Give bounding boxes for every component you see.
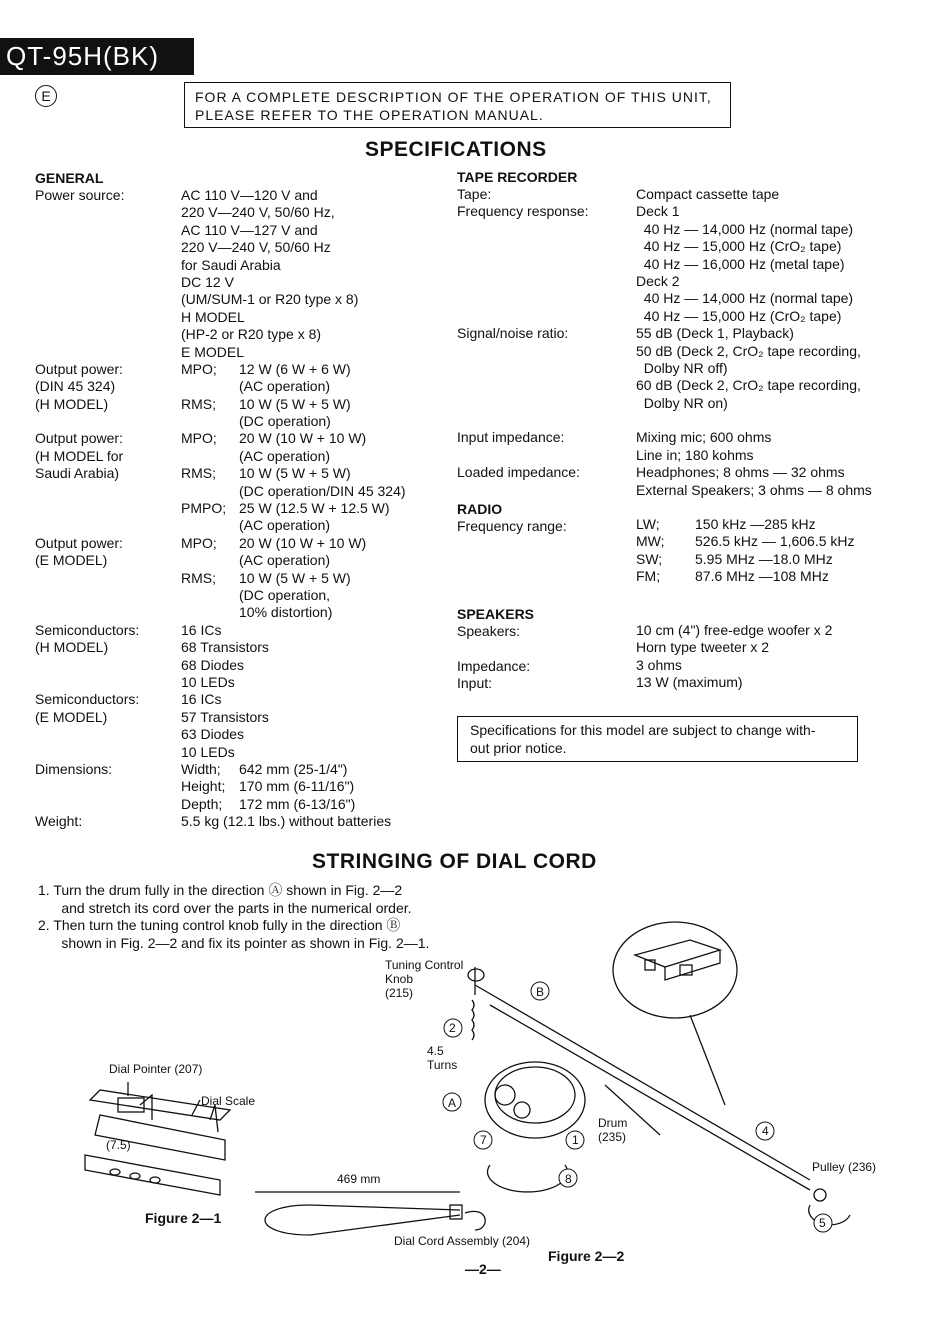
gen-values-row: 10 LEDs: [181, 743, 235, 760]
tape-labels-row: [457, 395, 589, 412]
gen-labels-row: [35, 309, 139, 326]
tape-values-row: 40 Hz — 14,000 Hz (normal tape): [636, 290, 854, 307]
gen-labels-row: (DIN 45 324): [35, 378, 116, 395]
drum-shape: [485, 1062, 585, 1138]
gen-labels-row: Semiconductors:: [35, 691, 140, 708]
dial-cord-title: STRINGING OF DIAL CORD: [312, 850, 597, 873]
gen-values-row: 220 V—240 V, 50/60 Hz: [181, 239, 331, 256]
gen-labels-row: (H MODEL): [35, 639, 109, 656]
gen-labels-row: [35, 587, 139, 604]
gen-sub-row: [239, 674, 406, 691]
tape-values-row: [636, 412, 872, 429]
radio-heading: RADIO: [457, 501, 503, 517]
gen-values-row: E MODEL: [181, 343, 245, 360]
tape-values-row: 40 Hz — 15,000 Hz (CrO₂ tape): [636, 307, 842, 324]
gen-sub-row: [239, 344, 406, 361]
cord-run-upper: [475, 985, 810, 1180]
gen-values-row: for Saudi Arabia: [181, 256, 281, 273]
gen-sub-row: 10 W (5 W + 5 W): [239, 395, 351, 412]
tape-values-row: 40 Hz — 15,000 Hz (CrO₂ tape): [636, 238, 842, 255]
gen-sub-row: 172 mm (6-13/16"): [239, 795, 356, 812]
tape-labels-row: [457, 308, 589, 325]
gen-values-row: RMS;: [181, 395, 216, 412]
gen-sub-row: [239, 726, 406, 743]
gen-labels-row: [35, 744, 139, 761]
detail-circle: [613, 922, 737, 1018]
tape-values-row: Headphones; 8 ohms — 32 ohms: [636, 464, 845, 481]
tape-labels-row: [457, 377, 589, 394]
gen-labels-row: Output power:: [35, 360, 123, 377]
tape-labels-row: Tape:: [457, 186, 492, 202]
gen-labels-row: [35, 344, 139, 361]
tape-values-row: 55 dB (Deck 1, Playback): [636, 325, 794, 342]
tape-labels-row: [457, 447, 589, 464]
gen-sub-row: 10% distortion): [239, 604, 333, 621]
change-notice-line-2: out prior notice.: [470, 740, 567, 756]
gen-sub-row: 10 W (5 W + 5 W): [239, 569, 351, 586]
gen-labels-row: (H MODEL): [35, 395, 109, 412]
tape-values-row: Deck 1: [636, 203, 680, 220]
marker-5: 5: [819, 1216, 826, 1230]
gen-sub-row: [239, 257, 406, 274]
tape-values-row: Dolby NR off): [636, 359, 728, 376]
gen-sub-row: (DC operation/DIN 45 324): [239, 482, 406, 499]
gen-labels-row: [35, 570, 139, 587]
gen-sub-row: 642 mm (25-1/4"): [239, 760, 348, 777]
gen-sub-row: (AC operation): [239, 378, 331, 395]
step-line-1: 1. Turn the drum fully in the direction Ⓐ shown in Fig. 2—2: [38, 882, 403, 898]
gen-labels-row: [35, 726, 139, 743]
tuning-knob-line-3: (215): [385, 986, 414, 1000]
general-labels: [35, 187, 139, 830]
gen-values-row: 220 V—240 V, 50/60 Hz,: [181, 204, 335, 221]
radio-bands-row: MW;: [636, 533, 665, 550]
tape-values-row: Compact cassette tape: [636, 186, 780, 202]
gen-labels-row: [35, 778, 139, 795]
tape-labels-row: [457, 256, 589, 273]
speakers-heading: SPEAKERS: [457, 606, 535, 622]
gen-labels-row: [35, 483, 139, 500]
drum-cord-loop: [488, 1165, 568, 1192]
gen-values-row: PMPO;: [181, 500, 227, 517]
general-subvalues: [239, 187, 406, 830]
marker-8: 8: [565, 1172, 572, 1186]
gen-labels-row: [35, 657, 139, 674]
notice-line-1: FOR A COMPLETE DESCRIPTION OF THE OPERATION OF THIS UNIT,: [195, 89, 712, 105]
gen-sub-row: (AC operation): [239, 447, 331, 464]
gen-values-row: 5.5 kg (12.1 lbs.) without batteries: [181, 813, 392, 830]
detail-leader: [690, 1015, 725, 1105]
gen-labels-row: [35, 674, 139, 691]
operation-manual-notice: [184, 82, 731, 128]
gen-labels-row: [35, 222, 139, 239]
radio-bands: [636, 516, 665, 586]
gen-labels-row: Power source:: [35, 187, 125, 203]
tuning-knob-shape: [468, 969, 484, 981]
tape-values-row: 40 Hz — 16,000 Hz (metal tape): [636, 255, 845, 272]
gen-sub-row: 10 W (5 W + 5 W): [239, 465, 351, 482]
gen-sub-row: 20 W (10 W + 10 W): [239, 534, 367, 551]
gen-sub-row: [239, 187, 406, 204]
radio-bands-row: LW;: [636, 516, 660, 532]
gen-sub-row: (AC operation): [239, 552, 331, 569]
tape-labels-row: [457, 221, 589, 238]
gen-values-row: AC 110 V—120 V and: [181, 187, 318, 203]
tape-values-row: Line in; 180 kohms: [636, 446, 754, 463]
cord-run-lower: [490, 1005, 810, 1190]
gen-values-row: AC 110 V—127 V and: [181, 221, 318, 238]
cord-assembly-label: Dial Cord Assembly (204): [394, 1234, 531, 1248]
tape-values-row: 50 dB (Deck 2, CrO₂ tape recording,: [636, 342, 861, 359]
pulley-shape: [814, 1189, 826, 1201]
notice-line-2: PLEASE REFER TO THE OPERATION MANUAL.: [195, 107, 544, 123]
step-line-3: 2. Then turn the tuning control knob fully in the direction Ⓑ: [38, 917, 401, 934]
figure-2-2-caption: Figure 2—2: [548, 1248, 625, 1264]
radio-ranges-row: 87.6 MHz —108 MHz: [695, 568, 829, 585]
gen-labels-row: Output power:: [35, 430, 123, 447]
tape-labels-row: [457, 273, 589, 290]
spk-labels-row: Speakers:: [457, 623, 521, 639]
gen-labels-row: [35, 204, 139, 221]
radio-frequency-label: Frequency range:: [457, 518, 567, 534]
tape-recorder-heading: TAPE RECORDER: [457, 169, 578, 185]
tape-labels-row: [457, 412, 589, 429]
gen-sub-row: 170 mm (6-11/16"): [239, 778, 355, 795]
gen-labels-row: Weight:: [35, 813, 83, 830]
gen-labels-row: [35, 239, 139, 256]
figure-2-2-diagram: [250, 905, 890, 1250]
gen-values-row: RMS;: [181, 465, 216, 482]
marker-1: 1: [572, 1133, 579, 1147]
gen-labels-row: (H MODEL for: [35, 447, 124, 464]
gen-values-row: 68 Diodes: [181, 656, 245, 673]
tape-labels-row: [457, 482, 589, 499]
tape-values-row: Deck 2: [636, 272, 680, 289]
gen-values-row: Height;: [181, 778, 226, 795]
specifications-title: SPECIFICATIONS: [365, 138, 547, 161]
tape-labels-row: [457, 360, 589, 377]
tape-values-row: External Speakers; 3 ohms — 8 ohms: [636, 481, 872, 498]
gen-values-row: 63 Diodes: [181, 726, 245, 743]
change-notice-box: [457, 716, 858, 762]
spk-labels-row: [457, 640, 530, 657]
gen-sub-row: [239, 274, 406, 291]
gen-values-row: (HP-2 or R20 type x 8): [181, 326, 322, 343]
gen-labels-row: [35, 291, 139, 308]
gen-sub-row: [239, 639, 406, 656]
tape-labels-row: Signal/noise ratio:: [457, 325, 569, 342]
gen-labels-row: Output power:: [35, 534, 123, 551]
radio-ranges-row: 526.5 kHz — 1,606.5 kHz: [695, 533, 855, 550]
gen-values-row: H MODEL: [181, 308, 245, 325]
gen-sub-row: [239, 309, 406, 326]
gen-labels-row: [35, 326, 139, 343]
gen-sub-row: [239, 657, 406, 674]
dimension-label: (7.5): [106, 1138, 131, 1152]
gen-sub-row: 20 W (10 W + 10 W): [239, 430, 367, 447]
marker-7: 7: [480, 1133, 487, 1147]
radio-bands-row: SW;: [636, 550, 663, 567]
page-number: —2—: [465, 1261, 501, 1277]
gen-sub-row: [239, 691, 406, 708]
marker-2: 2: [449, 1021, 456, 1035]
step-line-2: and stretch its cord over the parts in the numerical order.: [38, 899, 412, 916]
gen-values-row: RMS;: [181, 569, 216, 586]
gen-values-row: (UM/SUM-1 or R20 type x 8): [181, 291, 359, 308]
length-label: 469 mm: [337, 1172, 381, 1186]
spk-values-row: 10 cm (4") free-edge woofer x 2: [636, 622, 833, 638]
marker-a: A: [448, 1096, 457, 1110]
tape-labels-row: Input impedance:: [457, 429, 565, 446]
radio-ranges: [695, 516, 855, 586]
model-number: QT-95H(BK): [0, 38, 194, 75]
drum-line-1: Drum: [598, 1116, 628, 1130]
tape-values-row: 40 Hz — 14,000 Hz (normal tape): [636, 220, 854, 237]
gen-values-row: 16 ICs: [181, 621, 222, 638]
gen-sub-row: 25 W (12.5 W + 12.5 W): [239, 500, 390, 517]
tape-values-row: Dolby NR on): [636, 394, 728, 411]
tape-labels-row: Frequency response:: [457, 203, 589, 220]
gen-labels-row: Dimensions:: [35, 760, 113, 777]
gen-labels-row: [35, 413, 139, 430]
tape-values-row: Mixing mic; 600 ohms: [636, 429, 772, 446]
tuning-knob-line-2: Knob: [385, 972, 414, 986]
figure-2-1-caption: Figure 2—1: [145, 1210, 222, 1226]
spk-values-row: 3 ohms: [636, 656, 682, 673]
gen-labels-row: [35, 517, 139, 534]
spk-labels-row: Impedance:: [457, 657, 531, 674]
tape-labels-row: [457, 238, 589, 255]
pulley-label: Pulley (236): [812, 1160, 877, 1174]
gen-labels-row: (E MODEL): [35, 552, 108, 569]
gen-sub-row: (DC operation,: [239, 586, 331, 603]
gen-labels-row: Saudi Arabia): [35, 465, 120, 482]
tape-values: [636, 186, 872, 499]
gen-labels-row: [35, 257, 139, 274]
gen-values-row: Width;: [181, 760, 221, 777]
spk-labels-row: Input:: [457, 675, 493, 692]
spk-values-row: 13 W (maximum): [636, 674, 743, 691]
gen-sub-row: (AC operation): [239, 517, 331, 534]
tape-labels-row: [457, 290, 589, 307]
gen-sub-row: [239, 744, 406, 761]
gen-values-row: 57 Transistors: [181, 708, 269, 725]
gen-sub-row: [239, 813, 406, 830]
tape-values-row: 60 dB (Deck 2, CrO₂ tape recording,: [636, 377, 861, 394]
tuning-knob-line-1: Tuning Control: [385, 958, 464, 972]
gen-values-row: 16 ICs: [181, 691, 222, 708]
gen-values-row: MPO;: [181, 360, 217, 377]
region-e-mark: E: [35, 85, 57, 107]
gen-values-row: MPO;: [181, 430, 217, 447]
gen-values-row: 68 Transistors: [181, 639, 269, 656]
general-heading: GENERAL: [35, 170, 104, 186]
gen-labels-row: [35, 500, 139, 517]
turns-label: [427, 1044, 457, 1072]
tape-labels: [457, 186, 589, 499]
marker-b: B: [536, 985, 545, 999]
drum-line-2: (235): [598, 1130, 627, 1144]
speaker-labels: [457, 623, 530, 693]
gen-sub-row: [239, 239, 406, 256]
gen-labels-row: (E MODEL): [35, 708, 108, 725]
gen-sub-row: [239, 709, 406, 726]
gen-labels-row: Semiconductors:: [35, 621, 140, 638]
step-line-4: shown in Fig. 2—2 and fix its pointer as shown in Fig. 2—1.: [38, 935, 430, 952]
gen-sub-row: [239, 326, 406, 343]
gen-sub-row: [239, 204, 406, 221]
gen-sub-row: [239, 622, 406, 639]
tape-labels-row: [457, 343, 589, 360]
tuning-knob-label: [385, 958, 463, 1000]
gen-labels-row: [35, 274, 139, 291]
gen-values-row: Depth;: [181, 795, 223, 812]
marker-4: 4: [762, 1124, 769, 1138]
gen-sub-row: [239, 291, 406, 308]
gen-sub-row: [239, 222, 406, 239]
gen-values-row: 10 LEDs: [181, 673, 235, 690]
tape-labels-row: Loaded impedance:: [457, 464, 580, 481]
radio-bands-row: FM;: [636, 568, 661, 585]
gen-labels-row: [35, 796, 139, 813]
dial-frame: [85, 1155, 220, 1195]
spk-values-row: Horn type tweeter x 2: [636, 639, 770, 656]
drum-label: [598, 1116, 627, 1144]
turns-line-1: 4.5: [427, 1044, 444, 1058]
gen-values-row: DC 12 V: [181, 273, 234, 290]
change-notice-line-1: Specifications for this model are subject to change with-: [470, 722, 816, 738]
gen-labels-row: [35, 604, 139, 621]
speaker-values: [636, 622, 832, 692]
gen-values-row: MPO;: [181, 534, 217, 551]
dial-scale-label: Dial Scale: [201, 1094, 256, 1108]
radio-ranges-row: 5.95 MHz —18.0 MHz: [695, 550, 833, 567]
radio-ranges-row: 150 kHz —285 kHz: [695, 516, 816, 532]
dial-pointer-label: Dial Pointer (207): [109, 1062, 203, 1076]
gen-sub-row: (DC operation): [239, 413, 331, 430]
gen-sub-row: 12 W (6 W + 6 W): [239, 360, 351, 377]
turns-line-2: Turns: [427, 1058, 458, 1072]
